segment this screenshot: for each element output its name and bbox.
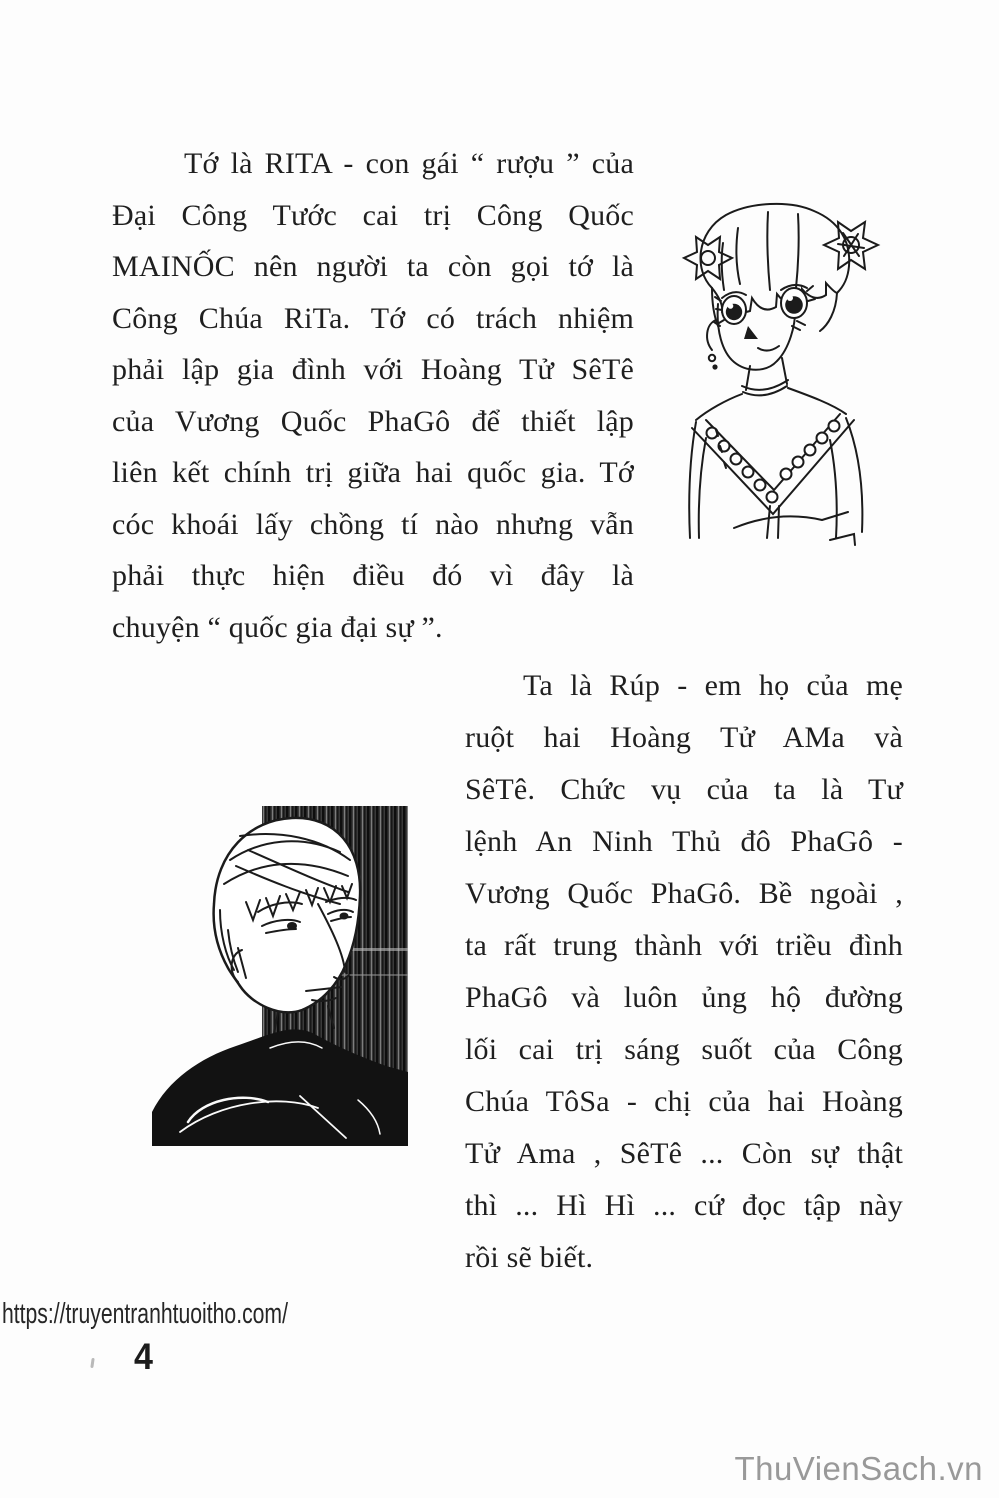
text-line: thì ... Hì Hì ... cứ đọc tập này [465,1189,903,1222]
text-line: Chúa TôSa - chị của hai Hoàng [465,1085,903,1118]
text-line: Tớ là RITA - con gái “ rượu ” của [184,147,634,180]
text-line: phải lập gia đình với Hoàng Tử SêTê [112,353,634,386]
text-line: chuyện “ quốc gia đại sự ”. [112,610,443,644]
text-line: rồi sẽ biết. [465,1241,594,1274]
text-line: Công Chúa RiTa. Tớ có trách nhiệm [112,301,634,335]
page-number: 4 [134,1336,153,1377]
text-line: Tử Ama , SêTê ... Còn sự thật [465,1137,903,1170]
site-url: https://truyentranhtuoitho.com/ [2,1298,288,1330]
text-line: lệnh An Ninh Thủ đô PhaGô - [465,825,903,858]
text-line: cóc khoái lấy chồng tí nào nhưng vẫn [112,507,634,541]
text-line: ruột hai Hoàng Tử AMa và [465,721,903,754]
text-line: phải thực hiện điều đó vì đây là [112,559,634,592]
scan-speck [90,1358,94,1368]
text-line: MAINỐC nên người ta còn gọi tớ là [112,250,634,283]
text-line: SêTê. Chức vụ của ta là Tư [465,773,903,806]
paragraph-rup-intro [465,660,903,1284]
text-line: liên kết chính trị giữa hai quốc gia. Tớ [112,456,634,489]
text-line: ta rất trung thành với triều đình [465,929,903,962]
text-line: Đại Công Tước cai trị Công Quốc [112,198,634,232]
text-line: PhaGô và luôn ủng hộ đường [465,981,903,1014]
commander-rup-illustration [150,800,410,1146]
watermark: ThuVienSach.vn [734,1450,983,1487]
paragraph-rita-intro [112,138,634,653]
princess-rita-illustration [678,198,884,546]
text-line: Ta là Rúp - em họ của mẹ [523,669,903,702]
text-line: lối cai trị sáng suốt của Công [465,1033,903,1066]
text-line: của Vương Quốc PhaGô để thiết lập [112,404,634,438]
text-line: Vương Quốc PhaGô. Bề ngoài , [465,877,903,910]
